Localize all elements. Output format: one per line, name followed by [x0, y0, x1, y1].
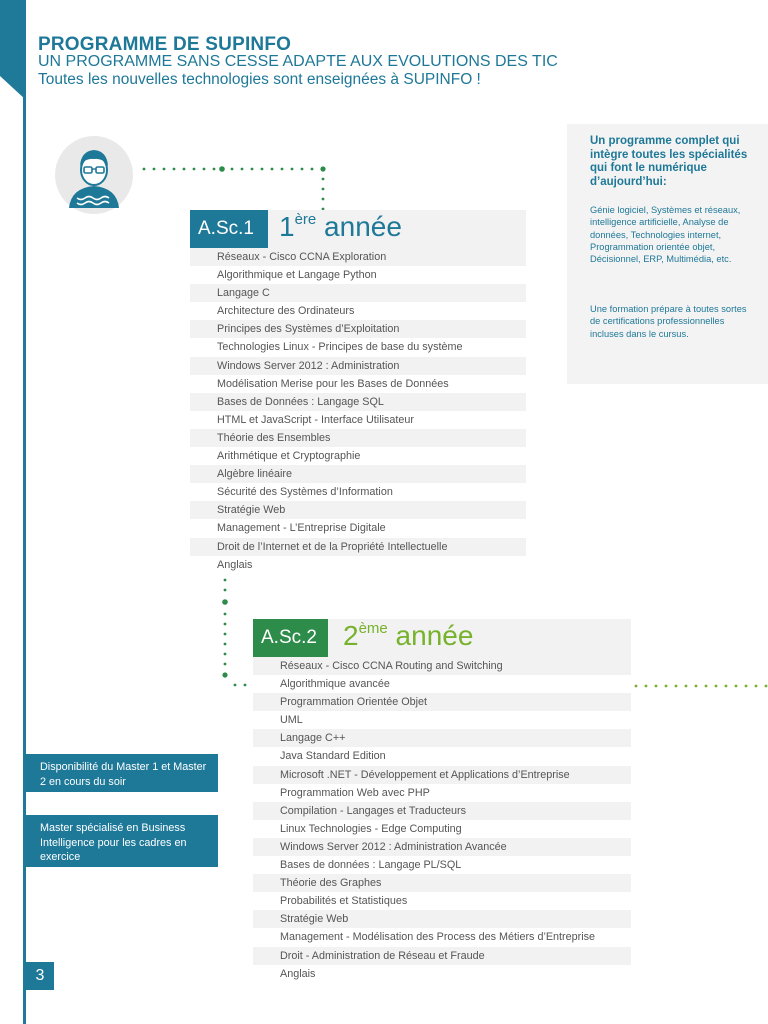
course-item: Microsoft .NET - Développement et Applications d’Entreprise [253, 766, 631, 784]
connector-dots-right [632, 680, 768, 692]
year2-number: 2 [343, 620, 359, 651]
year2-tag: A.Sc.2 [253, 619, 328, 657]
year2-word: année [395, 620, 474, 651]
course-item: Management - L’Entreprise Digitale [217, 522, 386, 535]
left-border-rule [23, 96, 26, 1024]
course-item: Bases de données : Langage PL/SQL [280, 859, 462, 872]
course-item: Langage C++ [253, 729, 631, 747]
course-item: Théorie des Ensembles [190, 429, 526, 447]
course-item: Linux Technologies - Edge Computing [280, 822, 462, 835]
page-subtitle: UN PROGRAMME SANS CESSE ADAPTE AUX EVOLUTIONS DES TIC [38, 53, 558, 70]
course-item: Windows Server 2012 : Administration Avancée [253, 838, 631, 856]
course-item: Langage C [190, 284, 526, 302]
side-panel-specialties: Génie logiciel, Systèmes et réseaux, intelligence artificielle, Analyse de données, Technologies internet, Programmation orientée objet, Décisionnel, ERP, Multimédia, etc. [590, 205, 741, 265]
student-avatar-icon [55, 136, 133, 214]
course-item: HTML et JavaScript - Interface Utilisateur [217, 413, 415, 426]
connector-dots-middle [215, 576, 255, 692]
course-item: Algorithmique et Langage Python [217, 269, 377, 282]
course-item: Droit de l’Internet et de la Propriété Intellectuelle [190, 538, 526, 556]
course-item: Algèbre linéaire [190, 465, 526, 483]
year1-header [190, 210, 526, 248]
year1-title [279, 208, 402, 251]
year2-superscript: ème [358, 620, 388, 637]
course-item: Principes des Systèmes d’Exploitation [190, 320, 526, 338]
year1-number: 1 [279, 211, 295, 242]
course-item: Technologies Linux - Principes de base du système [217, 341, 463, 354]
year1-superscript: ère [294, 211, 317, 228]
course-item: Arithmétique et Cryptographie [217, 450, 361, 463]
info-side-panel [567, 124, 768, 384]
course-item: Stratégie Web [253, 910, 631, 928]
year1-course-list [190, 248, 526, 574]
course-item: Réseaux - Cisco CCNA Routing and Switching [253, 657, 631, 675]
course-item: Droit - Administration de Réseau et Fraude [253, 947, 631, 965]
course-item: Anglais [217, 558, 253, 571]
course-item: Bases de Données : Langage SQL [190, 393, 526, 411]
page-tagline: Toutes les nouvelles technologies sont enseignées à SUPINFO ! [38, 71, 481, 88]
course-item: UML [280, 714, 303, 727]
note-master-bi: Master spécialisé en Business Intelligence pour les cadres en exercice [26, 815, 218, 867]
course-item: Compilation - Langages et Traducteurs [253, 802, 631, 820]
corner-triangle [0, 0, 26, 100]
connector-dots-top [140, 163, 330, 211]
page-title: PROGRAMME DE SUPINFO [38, 34, 292, 55]
side-panel-certifications: Une formation prépare à toutes sortes de certifications professionnelles incluses dans le cursus. [590, 304, 747, 339]
course-item: Java Standard Edition [280, 750, 386, 763]
course-item: Probabilités et Statistiques [280, 895, 408, 908]
course-item: Théorie des Graphes [253, 874, 631, 892]
course-item: Algorithmique avancée [280, 678, 390, 691]
course-item: Sécurité des Systèmes d’Information [217, 486, 393, 499]
year1-word: année [324, 211, 402, 242]
course-item: Programmation Orientée Objet [253, 693, 631, 711]
course-item: Architecture des Ordinateurs [217, 305, 355, 318]
course-item: Réseaux - Cisco CCNA Exploration [190, 248, 526, 266]
course-item: Programmation Web avec PHP [280, 786, 430, 799]
course-item: Management - Modélisation des Process des Métiers d’Entreprise [280, 931, 596, 944]
course-item: Modélisation Merise pour les Bases de Données [217, 377, 449, 390]
course-item: Anglais [280, 967, 316, 980]
course-item: Windows Server 2012 : Administration [190, 357, 526, 375]
course-item: Stratégie Web [190, 501, 526, 519]
page-number: 3 [26, 962, 54, 990]
year2-course-list [253, 657, 631, 983]
side-panel-heading: Un programme complet qui intègre toutes les spécialités qui font le numérique d’aujourd’hui: [590, 135, 748, 188]
year1-tag: A.Sc.1 [190, 210, 268, 248]
year2-title [343, 617, 473, 660]
year2-header [253, 619, 631, 657]
note-master-evening: Disponibilité du Master 1 et Master 2 en cours du soir [26, 754, 218, 792]
